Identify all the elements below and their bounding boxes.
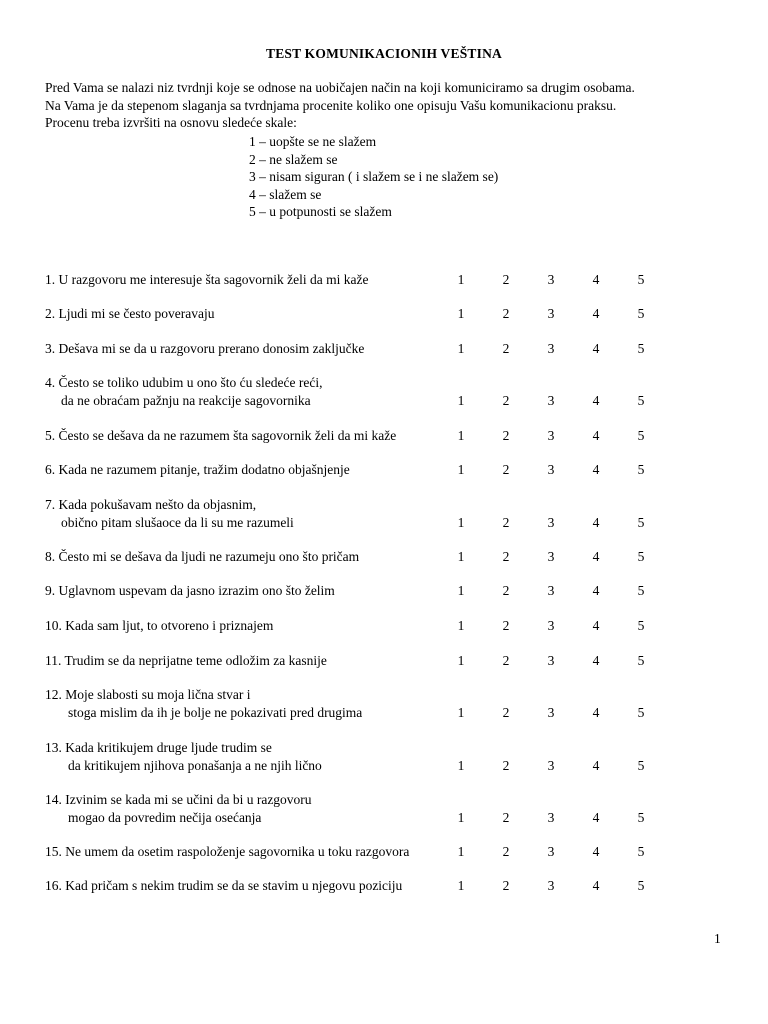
rating-options — [455, 305, 700, 323]
item-text-continued: da kritikujem njihova ponašanja a ne njih lično — [68, 757, 322, 773]
rating-option-2[interactable]: 2 — [502, 758, 510, 773]
rating-option-1[interactable]: 1 — [457, 878, 465, 893]
questionnaire-item — [45, 271, 745, 289]
intro-line: Procenu treba izvršiti na osnovu sledeće skale: — [45, 115, 297, 130]
rating-option-1[interactable]: 1 — [457, 393, 465, 408]
item-text: 12. Moje slabosti su moja lična stvar i — [45, 687, 251, 702]
questionnaire-item — [45, 305, 745, 323]
scale-item: 5 – u potpunosti se slažem — [249, 204, 392, 219]
rating-option-2[interactable]: 2 — [502, 341, 510, 356]
item-text: 11. Trudim se da neprijatne teme odložim za kasnije — [45, 653, 327, 668]
rating-option-2[interactable]: 2 — [502, 306, 510, 321]
rating-options — [455, 652, 700, 670]
rating-option-4[interactable]: 4 — [592, 705, 600, 720]
rating-option-2[interactable]: 2 — [502, 878, 510, 893]
item-text: 14. Izvinim se kada mi se učini da bi u razgovoru — [45, 792, 312, 807]
rating-option-5[interactable]: 5 — [637, 705, 645, 720]
rating-option-1[interactable]: 1 — [457, 618, 465, 633]
item-text: 5. Često se dešava da ne razumem šta sagovornik želi da mi kaže — [45, 428, 397, 443]
questionnaire-item — [45, 739, 745, 774]
rating-option-1[interactable]: 1 — [457, 810, 465, 825]
rating-option-3[interactable]: 3 — [547, 878, 555, 893]
rating-option-3[interactable]: 3 — [547, 341, 555, 356]
item-text: 7. Kada pokušavam nešto da objasnim, — [45, 497, 257, 512]
rating-option-4[interactable]: 4 — [592, 653, 600, 668]
rating-option-1[interactable]: 1 — [457, 653, 465, 668]
rating-option-3[interactable]: 3 — [547, 758, 555, 773]
rating-option-3[interactable]: 3 — [547, 844, 555, 859]
rating-options — [455, 757, 700, 775]
item-text: 10. Kada sam ljut, to otvoreno i priznajem — [45, 618, 274, 633]
rating-option-2[interactable]: 2 — [502, 515, 510, 530]
rating-option-2[interactable]: 2 — [502, 393, 510, 408]
rating-option-5[interactable]: 5 — [637, 810, 645, 825]
questionnaire-item — [45, 617, 745, 635]
rating-option-3[interactable]: 3 — [547, 653, 555, 668]
rating-option-5[interactable]: 5 — [637, 878, 645, 893]
rating-option-5[interactable]: 5 — [637, 653, 645, 668]
rating-option-2[interactable]: 2 — [502, 549, 510, 564]
rating-option-1[interactable]: 1 — [457, 758, 465, 773]
rating-option-5[interactable]: 5 — [637, 618, 645, 633]
rating-option-3[interactable]: 3 — [547, 393, 555, 408]
rating-option-3[interactable]: 3 — [547, 515, 555, 530]
item-text: 2. Ljudi mi se često poveravaju — [45, 306, 215, 321]
rating-options — [455, 514, 700, 532]
rating-option-2[interactable]: 2 — [502, 705, 510, 720]
questionnaire-item — [45, 496, 745, 531]
rating-option-3[interactable]: 3 — [547, 549, 555, 564]
rating-options — [455, 340, 700, 358]
rating-option-3[interactable]: 3 — [547, 810, 555, 825]
intro-line: Na Vama je da stepenom slaganja sa tvrdnjama procenite koliko one opisuju Vašu komunikacionu praksu. — [45, 97, 617, 113]
item-text: 13. Kada kritikujem druge ljude trudim se — [45, 740, 272, 755]
rating-option-5[interactable]: 5 — [637, 462, 645, 477]
rating-option-3[interactable]: 3 — [547, 428, 555, 443]
questionnaire-item — [45, 548, 745, 566]
scale-item: 3 – nisam siguran ( i slažem se i ne slažem se) — [249, 169, 499, 184]
rating-option-4[interactable]: 4 — [592, 393, 600, 408]
rating-option-4[interactable]: 4 — [592, 583, 600, 598]
scale-item: 4 – slažem se — [249, 186, 322, 202]
rating-option-4[interactable]: 4 — [592, 272, 600, 287]
rating-option-4[interactable]: 4 — [592, 462, 600, 477]
item-text: 9. Uglavnom uspevam da jasno izrazim ono što želim — [45, 583, 335, 598]
rating-option-4[interactable]: 4 — [592, 515, 600, 530]
rating-options — [455, 271, 700, 289]
rating-option-5[interactable]: 5 — [637, 549, 645, 564]
item-text: 6. Kada ne razumem pitanje, tražim dodatno objašnjenje — [45, 462, 350, 477]
questionnaire-item — [45, 374, 745, 409]
item-text-continued: obično pitam slušaoce da li su me razumeli — [61, 514, 294, 530]
rating-options — [455, 877, 700, 895]
rating-options — [455, 843, 700, 861]
rating-option-5[interactable]: 5 — [637, 758, 645, 773]
rating-options — [455, 617, 700, 635]
item-text: 15. Ne umem da osetim raspoloženje sagovornika u toku razgovora — [45, 844, 410, 859]
rating-options — [455, 548, 700, 566]
rating-option-1[interactable]: 1 — [457, 705, 465, 720]
rating-options — [455, 392, 700, 410]
rating-option-5[interactable]: 5 — [637, 844, 645, 859]
rating-option-4[interactable]: 4 — [592, 341, 600, 356]
questionnaire-item — [45, 791, 745, 826]
questionnaire-item — [45, 686, 745, 721]
item-text-continued: da ne obraćam pažnju na reakcije sagovornika — [61, 392, 311, 408]
rating-option-1[interactable]: 1 — [457, 549, 465, 564]
rating-option-2[interactable]: 2 — [502, 810, 510, 825]
rating-option-5[interactable]: 5 — [637, 428, 645, 443]
questionnaire-item — [45, 652, 745, 670]
item-text-continued: stoga mislim da ih je bolje ne pokazivati pred drugima — [68, 704, 363, 720]
rating-options — [455, 704, 700, 722]
item-text: 16. Kad pričam s nekim trudim se da se stavim u njegovu poziciju — [45, 878, 403, 893]
rating-option-3[interactable]: 3 — [547, 705, 555, 720]
rating-option-2[interactable]: 2 — [502, 428, 510, 443]
item-text: 1. U razgovoru me interesuje šta sagovornik želi da mi kaže — [45, 272, 369, 287]
rating-option-1[interactable]: 1 — [457, 583, 465, 598]
item-text: 4. Često se toliko udubim u ono što ću sledeće reći, — [45, 375, 323, 390]
rating-option-1[interactable]: 1 — [457, 306, 465, 321]
scale-item: 2 – ne slažem se — [249, 151, 338, 167]
questionnaire-item — [45, 340, 745, 358]
item-text: 8. Često mi se dešava da ljudi ne razumeju ono što pričam — [45, 549, 360, 564]
scale-item: 1 – uopšte se ne slažem — [249, 134, 377, 149]
rating-option-2[interactable]: 2 — [502, 583, 510, 598]
questionnaire-item — [45, 582, 745, 600]
rating-option-4[interactable]: 4 — [592, 306, 600, 321]
rating-option-4[interactable]: 4 — [592, 549, 600, 564]
rating-option-2[interactable]: 2 — [502, 844, 510, 859]
questionnaire-item — [45, 461, 745, 479]
rating-option-1[interactable]: 1 — [457, 844, 465, 859]
rating-option-5[interactable]: 5 — [637, 583, 645, 598]
rating-option-5[interactable]: 5 — [637, 306, 645, 321]
rating-option-4[interactable]: 4 — [592, 844, 600, 859]
rating-options — [455, 582, 700, 600]
item-text: 3. Dešava mi se da u razgovoru prerano donosim zaključke — [45, 341, 365, 356]
rating-option-1[interactable]: 1 — [457, 341, 465, 356]
rating-option-4[interactable]: 4 — [592, 878, 600, 893]
rating-option-1[interactable]: 1 — [457, 462, 465, 477]
rating-option-3[interactable]: 3 — [547, 306, 555, 321]
rating-option-3[interactable]: 3 — [547, 272, 555, 287]
rating-option-2[interactable]: 2 — [502, 462, 510, 477]
rating-option-4[interactable]: 4 — [592, 810, 600, 825]
rating-options — [455, 427, 700, 445]
rating-options — [455, 461, 700, 479]
item-text-continued: mogao da povredim nečija osećanja — [68, 809, 262, 825]
rating-option-5[interactable]: 5 — [637, 393, 645, 408]
document-title: TEST KOMUNIKACIONIH VEŠTINA — [266, 46, 502, 61]
intro-line: Pred Vama se nalazi niz tvrdnji koje se odnose na uobičajen način na koji komuniciramo sa drugim osobama. — [45, 80, 635, 95]
questionnaire-item — [45, 877, 745, 895]
rating-option-3[interactable]: 3 — [547, 583, 555, 598]
rating-option-4[interactable]: 4 — [592, 618, 600, 633]
rating-option-4[interactable]: 4 — [592, 758, 600, 773]
rating-option-1[interactable]: 1 — [457, 272, 465, 287]
rating-option-5[interactable]: 5 — [637, 515, 645, 530]
rating-option-3[interactable]: 3 — [547, 462, 555, 477]
page-number: 1 — [714, 931, 721, 946]
questionnaire-item — [45, 843, 745, 861]
rating-option-4[interactable]: 4 — [592, 428, 600, 443]
rating-option-5[interactable]: 5 — [637, 272, 645, 287]
rating-option-2[interactable]: 2 — [502, 272, 510, 287]
rating-option-1[interactable]: 1 — [457, 428, 465, 443]
rating-option-2[interactable]: 2 — [502, 653, 510, 668]
questionnaire-item — [45, 427, 745, 445]
rating-options — [455, 809, 700, 827]
rating-option-5[interactable]: 5 — [637, 341, 645, 356]
rating-option-3[interactable]: 3 — [547, 618, 555, 633]
rating-option-2[interactable]: 2 — [502, 618, 510, 633]
rating-option-1[interactable]: 1 — [457, 515, 465, 530]
